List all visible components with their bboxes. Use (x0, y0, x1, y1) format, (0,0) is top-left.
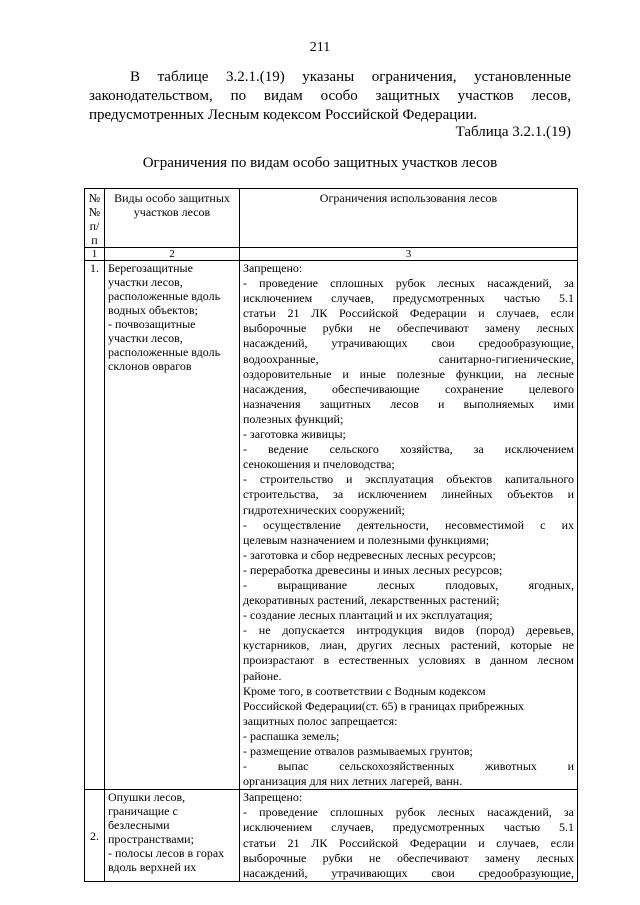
column-number-row (85, 248, 578, 261)
type-line: граничащие с (108, 804, 178, 819)
type-line: вдоль верхней их (108, 860, 197, 875)
restriction-line: гидротехнических сооружений; (243, 502, 405, 517)
restriction-line: Запрещено: (243, 261, 303, 275)
restriction-line: исключением случаев, предусмотренных частью 5.1 (243, 820, 574, 835)
restrictions-text (240, 790, 578, 882)
intro-paragraph-end (89, 106, 571, 125)
restriction-line: - проведение сплошных рубок лесных насаждений, за (243, 276, 574, 291)
intro-line-1: В таблице 3.2.1.(19) указаны ограничения, установленные (130, 69, 571, 85)
type-line: Опушки лесов, (108, 790, 186, 805)
restriction-line: - размещение отвалов размываемых грунтов; (243, 744, 473, 758)
restriction-line: - создание лесных плантаций и их эксплуатация; (243, 608, 493, 623)
restriction-line: насаждения, обеспечивающие сохранение целевого (243, 381, 574, 396)
intro-paragraph (89, 68, 571, 106)
type-line: безлесными (108, 818, 170, 833)
type-line: склонов оврагов (108, 359, 192, 373)
row-number: 1. (85, 261, 105, 790)
header-restrictions: Ограничения использования лесов (240, 189, 578, 248)
table-header-row (85, 189, 578, 248)
restriction-line: Запрещено: (243, 790, 303, 805)
restriction-line: статьи 21 ЛК Российской Федерации и случаев, если (243, 306, 574, 321)
type-line: водных объектов; (108, 303, 198, 317)
restriction-line: назначения защитных лесов и выполняемых ими (243, 396, 574, 411)
restriction-line: - распашка земель; (243, 728, 340, 743)
restriction-line: декоративных растений, лекарственных растений; (243, 593, 500, 608)
restriction-line: организация для них летних лагерей, ванн. (243, 774, 463, 789)
type-line: - почвозащитные (108, 317, 196, 331)
type-line: Берегозащитные (108, 261, 193, 275)
type-line: расположенные вдоль (108, 289, 221, 303)
header-number-line-1: №№ (88, 191, 101, 219)
column-number: 2 (105, 248, 240, 261)
restriction-line: - выращивание лесных плодовых, ягодных, (243, 577, 574, 592)
restriction-line: районе. (243, 668, 282, 683)
type-line: участки лесов, (108, 275, 183, 289)
restriction-line: выборочные рубки не обеспечивают замену лесных (243, 321, 574, 336)
restriction-line: строительства, за исключением линейных объектов и (243, 487, 574, 502)
restriction-line: Российской Федерации(ст. 65) в границах прибрежных (243, 698, 525, 713)
restriction-line: оздоровительные и иные полезные функции, на лесные (243, 366, 574, 381)
restriction-line: полезных функций; (243, 411, 344, 426)
restriction-line: водоохранные, санитарно-гигиенические, (243, 351, 574, 366)
table-row (85, 790, 578, 882)
type-line: участки лесов, (108, 331, 183, 345)
column-number: 1 (85, 248, 105, 261)
type-line: пространствами; (108, 832, 194, 847)
restriction-line: - проведение сплошных рубок лесных насаждений, за (243, 805, 574, 820)
restriction-line: защитных полос запрещается: (243, 713, 398, 728)
forest-area-type (105, 790, 240, 882)
restriction-line: - заготовка и сбор недревесных лесных ресурсов; (243, 547, 496, 562)
header-type-line-2: участков лесов (133, 205, 211, 219)
type-line: - полосы лесов в горах (108, 846, 225, 861)
restriction-line: Кроме того, в соответствии с Водным кодексом (243, 683, 486, 698)
restriction-line: целевым назначением и полезными функциями; (243, 532, 490, 547)
restriction-line: - выпас сельскохозяйственных животных и (243, 759, 574, 774)
header-number-line-2: п/п (89, 219, 100, 247)
restriction-line: насаждений, утрачивающих свои средообразующие, (243, 336, 574, 351)
header-type (105, 189, 240, 248)
page-number: 211 (309, 40, 331, 55)
restriction-line: - не допускается интродукция видов (пород) деревьев, (243, 623, 574, 638)
restriction-line: - переработка древесины и иных лесных ресурсов; (243, 562, 503, 577)
table-row (85, 261, 578, 790)
restriction-line: сенокошения и пчеловодства; (243, 457, 395, 472)
restrictions-table (84, 188, 578, 882)
header-type-line-1: Виды особо защитных (114, 191, 230, 205)
table-caption: Ограничения по видам особо защитных участков лесов (142, 155, 498, 171)
restriction-line: произрастают в естественных условиях в данном лесном (243, 653, 574, 668)
column-number: 3 (240, 248, 578, 261)
restriction-line: - строительство и эксплуатация объектов капитального (243, 472, 574, 487)
row-number: 2. (85, 790, 105, 882)
restriction-line: выборочные рубки не обеспечивают замену лесных (243, 850, 574, 865)
restriction-line: - заготовка живицы; (243, 427, 346, 442)
header-number (85, 189, 105, 248)
restriction-line: - ведение сельского хозяйства, за исключением (243, 442, 574, 457)
restriction-line: - осуществление деятельности, несовместимой с их (243, 517, 574, 532)
intro-line-3: предусмотренных Лесным кодексом Российской Федерации. (89, 107, 478, 123)
intro-line-2: законодательством, по видам особо защитных участков лесов, (89, 88, 571, 104)
table-label: Таблица 3.2.1.(19) (455, 124, 571, 140)
forest-area-type (105, 261, 240, 790)
restriction-line: кустарников, лиан, других лесных растений, которые не (243, 638, 574, 653)
restrictions-text (240, 261, 578, 790)
type-line: расположенные вдоль (108, 345, 221, 359)
restriction-line: исключением случаев, предусмотренных частью 5.1 (243, 291, 574, 306)
restriction-line: насаждений, утрачивающих свои средообразующие, (243, 865, 574, 880)
restriction-line: статьи 21 ЛК Российской Федерации и случаев, если (243, 835, 574, 850)
